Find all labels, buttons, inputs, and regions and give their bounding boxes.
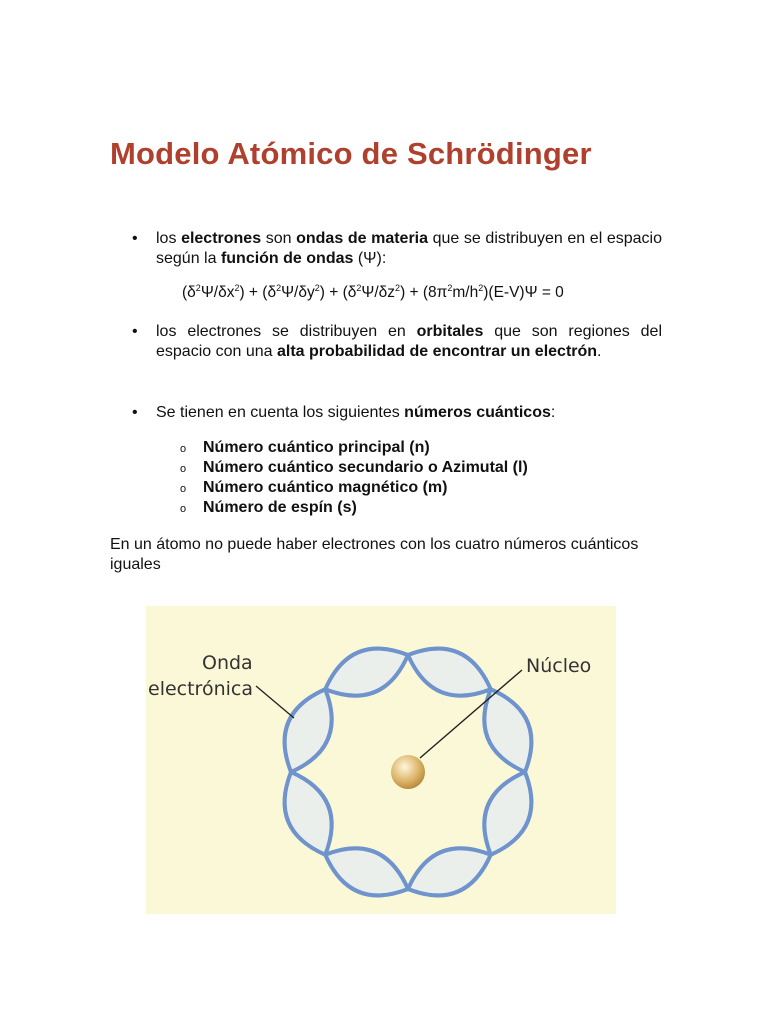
bold-run: ondas de materia	[296, 230, 429, 247]
label-wave-line2: electrónica	[148, 678, 253, 700]
list-item	[180, 438, 528, 458]
list-item-text: Número cuántico secundario o Azimutal (l)	[203, 459, 528, 476]
label-wave-line1: Onda	[202, 652, 253, 674]
bullet-quantum-numbers	[132, 403, 662, 423]
text-run: que se distribuyen en el espacio según la	[156, 230, 662, 267]
circle-bullet: o	[180, 443, 187, 455]
bullet-electron-waves	[132, 229, 662, 269]
closing-paragraph: En un átomo no puede haber electrones con los cuatro números cuánticos iguales	[110, 536, 639, 573]
list-item	[180, 498, 528, 518]
bold-run: números cuánticos	[404, 404, 551, 421]
text-run: que son regiones del espacio con una	[156, 323, 663, 360]
text-run: :	[550, 404, 556, 421]
bullet-dot: •	[132, 404, 138, 421]
text-run: (Ψ):	[353, 250, 387, 267]
bullet-orbitals	[132, 322, 662, 362]
list-item-text: Número de espín (s)	[203, 499, 357, 516]
quantum-number-list	[180, 438, 528, 518]
bullet-text	[156, 322, 662, 362]
bullet-dot: •	[132, 230, 138, 247]
bold-run: función de ondas	[220, 250, 354, 267]
nucleus	[391, 755, 425, 789]
text-run: los	[156, 230, 182, 247]
bold-run: alta probabilidad de encontrar un electrón	[276, 343, 598, 360]
text-run: son	[261, 230, 297, 247]
list-item-text: Número cuántico principal (n)	[203, 439, 430, 456]
text-run: Se tienen en cuenta los siguientes	[156, 404, 405, 421]
text-run: los electrones se distribuyen en	[156, 323, 417, 340]
text-run: .	[597, 343, 602, 360]
bullet-text	[156, 229, 662, 269]
bold-run: electrones	[181, 230, 262, 247]
circle-bullet: o	[180, 483, 187, 495]
list-item	[180, 458, 528, 478]
circle-bullet: o	[180, 463, 187, 475]
page-title: Modelo Atómico de Schrödinger	[110, 136, 592, 171]
schrodinger-equation: $(\delta^2\Psi/\delta x^2) + (\delta^2\Psi/\delta y^2) + (\delta^2\Psi/\delta z^2) + (8\pi^2m/h^2)(E-V)\Psi = 0$	[182, 283, 564, 301]
label-nucleus: Núcleo	[526, 655, 592, 677]
atom-wave-figure	[146, 606, 616, 914]
atom-diagram	[146, 606, 616, 914]
bullet-text	[156, 403, 662, 423]
bullet-dot: •	[132, 323, 138, 340]
circle-bullet: o	[180, 503, 187, 515]
list-item-text: Número cuántico magnético (m)	[203, 479, 448, 496]
list-item	[180, 478, 528, 498]
bold-run: orbitales	[416, 323, 484, 340]
